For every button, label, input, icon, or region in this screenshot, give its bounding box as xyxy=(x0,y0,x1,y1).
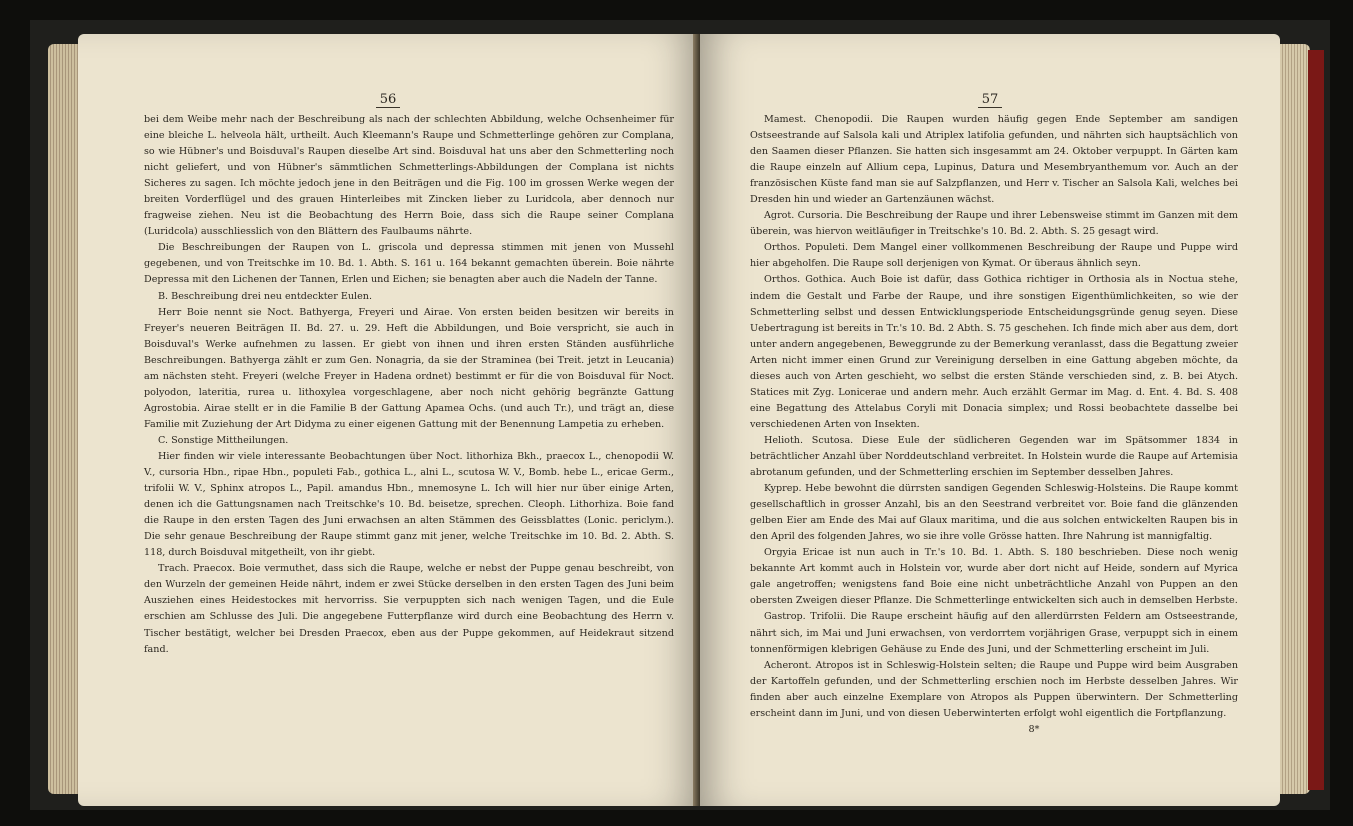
open-book xyxy=(30,20,1330,810)
paragraph: Acheront. Atropos ist in Schleswig-Holstein selten; die Raupe und Puppe wird beim Ausgraben der Kartoffeln gefunden, und der Schmetterling erschien noch im Herbste desselben Jahres. Wir finden aber auch einzelne Exemplare von Atropos als Puppen überwintern. Der Schmetterling erscheint dann im Juni, und von diesen Ueberwinterten erfolgt wohl eigentlich die Fortpflanzung. xyxy=(750,659,1238,719)
paragraph: bei dem Weibe mehr nach der Beschreibung als nach der schlechten Abbildung, welche Ochsenheimer für eine bleiche L. helveola hält, urtheilt. Auch Kleemann's Raupe und Schmetterlinge gehören zur Complana, so wie Hübner's und Boisduval's Raupen dieselbe Art sind. Boisduval hat uns aber den Schmetterling noch nicht geliefert, und von Hübner's sämmtlichen Schmetterlings-Abbildungen der Complana ist nichts Sicheres zu sagen. Ich möchte jedoch jene in den Beiträgen und die Fig. 100 im grossen Werke wegen der breiten Vorderflügel und des grauen Hinterleibes mit Zincken lieber zu Luridcola, aber dennoch nur fragweise ziehen. Neu ist die Beobachtung des Herrn Boie, dass sich die Raupe seiner Complana (Luridcola) ausschliesslich von den Blättern des Faulbaums nährte. xyxy=(144,114,674,238)
right-page-number: 57 xyxy=(700,92,1280,107)
paragraph: Orthos. Populeti. Dem Mangel einer vollkommenen Beschreibung der Raupe und Puppe wird hier abgeholfen. Die Raupe soll derjenigen von Kymat. Or überaus ähnlich seyn. xyxy=(750,242,1238,270)
paragraph: Mamest. Chenopodii. Die Raupen wurden häufig gegen Ende September am sandigen Ostseestrande auf Salsola kali und Atriplex latifolia gefunden, und nährten sich hauptsächlich von den Saamen dieser Pflanzen. Sie hatten sich insgesammt am 24. Oktober verpuppt. In Gärten kam die Raupe einzeln auf Allium cepa, Lupinus, Datura und Mesembryanthemum vor. Auch an der französischen Küste fand man sie auf Salzpflanzen, und Herr v. Tischer an Salsola Kali, welches bei Dresden hin und wieder an Gartenzäunen wächst. xyxy=(750,114,1238,206)
paragraph: Trach. Praecox. Boie vermuthet, dass sich die Raupe, welche er nebst der Puppe genau beschreibt, von den Wurzeln der gemeinen Heide nährt, indem er zwei Stücke derselben in den ersten Tagen des Juni beim Ausziehen eines Heidestockes mit hervorriss. Sie verpuppten sich nach wenigen Tagen, und die Eule erschien am Schlusse des Juli. Die angegebene Futterpflanze wird durch eine Beobachtung des Herrn v. Tischer bestätigt, welcher bei Dresden Praecox, eben aus der Puppe gekommen, auf Heidekraut sitzend fand. xyxy=(144,563,674,655)
paragraph: Gastrop. Trifolii. Die Raupe erscheint häufig auf den allerdürrsten Feldern am Ostseestrande, nährt sich, im Mai und Juni erwachsen, von verdorrtem vorjährigen Grase, verpuppt sich in einem tonnenförmigen klebrigen Gehäuse zu Ende des Juni, und der Schmetterling erscheint im Juli. xyxy=(750,611,1238,655)
paragraph: Die Beschreibungen der Raupen von L. griscola und depressa stimmen mit jenen von Mussehl gegebenen, und von Treitschke im 10. Bd. 1. Abth. S. 161 u. 164 bekannt gemachten überein. Boie nährte Depressa mit den Lichenen der Tannen, Erlen und Eichen; sie benagten aber auch die Nadeln der Tanne. xyxy=(144,242,674,286)
signature-mark: 8* xyxy=(1028,723,1040,735)
paragraph: Kyprep. Hebe bewohnt die dürrsten sandigen Gegenden Schleswig-Holsteins. Die Raupe kommt gesellschaftlich in grosser Anzahl, bis an den Seestrand verbreitet vor. Boie fand die glänzenden gelben Eier am Ende des Mai auf Glaux maritima, und die aus solchen entwickelten Raupen bis in den April des folgenden Jahres, wo sie ihre volle Grösse hatten. Ihre Nahrung ist mannigfaltig. xyxy=(750,483,1238,543)
left-page-text xyxy=(144,112,674,658)
right-page-text xyxy=(750,112,1238,738)
left-page xyxy=(78,34,698,806)
right-page-edges xyxy=(1276,44,1310,794)
book-cover-edge xyxy=(1308,50,1324,790)
paragraph: Hier finden wir viele interessante Beobachtungen über Noct. lithorhiza Bkh., praecox L., chenopodii W. V., cursoria Hbn., ripae Hbn., populeti Fab., gothica L., alni L., scutosa W. V., Bomb. hebe L., ericae Germ., trifolii W. V., Sphinx atropos L., Papil. amandus Hbn., mnemosyne L. Ich will hier nur über einige Arten, denen ich die Gattungsnamen nach Treitschke's 10. Bd. beisetze, sprechen. Cleoph. Lithorhiza. Boie fand die Raupe in den ersten Tagen des Juni erwachsen an alten Stämmen des Geissblattes (Lonic. periclym.). Die sehr genaue Beschreibung der Raupe stimmt ganz mit jener, welche Treitschke im 10. Bd. 2. Abth. S. 118, durch Boisduval mitgetheilt, von ihr giebt. xyxy=(144,450,674,559)
paragraph: Helioth. Scutosa. Diese Eule der südlicheren Gegenden war im Spätsommer 1834 in beträchtlicher Anzahl über Norddeutschland verbreitet. In Holstein wurde die Raupe auf Artemisia abrotanum gefunden, und der Schmetterling erschien im September desselben Jahres. xyxy=(750,434,1238,479)
section-heading: C. Sonstige Mittheilungen. xyxy=(158,434,289,446)
section-heading: B. Beschreibung drei neu entdeckter Eulen. xyxy=(158,290,373,302)
left-page-number: 56 xyxy=(78,92,698,107)
paragraph: Orthos. Gothica. Auch Boie ist dafür, dass Gothica richtiger in Orthosia als in Noctua stehe, indem die Gestalt und Farbe der Raupe, und ihre sonstigen Eigenthümlichkeiten, so wie der Schmetterling selbst und dessen Entwicklungsperiode Entscheidungsgründe genug seyen. Diese Uebertragung ist bereits in Tr.'s 10. Bd. 2 Abth. S. 75 geschehen. Ich finde mich aber aus dem, dort unter andern angegebenen, Beweggrunde zu der Bemerkung veranlasst, dass die Begattung zweier Arten nicht immer einen Grund zur Vereinigung derselben in eine Gattung abgeben möchte, da dieses auch von Arten geschieht, wo selbst die ersten Stände verschieden sind, z. B. bei Atych. Statices mit Zyg. Lonicerae und andern mehr. Auch erzählt Germar im Mag. d. Ent. 4. Bd. S. 408 eine Begattung des Attelabus Coryli mit Donacia simplex; und Rossi beobachtete dasselbe bei verschiedenen Arten von Insekten. xyxy=(750,274,1238,430)
paragraph: Orgyia Ericae ist nun auch in Tr.'s 10. Bd. 1. Abth. S. 180 beschrieben. Diese noch wenig bekannte Art kommt auch in Holstein vor, wurde aber dort nicht auf Heide, sondern auf Myrica gale angetroffen; wenigstens fand Boie eine nicht unbeträchtliche Anzahl von Puppen an den obersten Zweigen dieser Pflanze. Die Schmetterlinge entwickelten sich auch in demselben Herbste. xyxy=(750,547,1238,607)
paragraph: Herr Boie nennt sie Noct. Bathyerga, Freyeri und Airae. Von ersten beiden besitzen wir bereits in Freyer's neueren Beiträgen II. Bd. 27. u. 29. Heft die Abbildungen, und Boie verspricht, sie auch in Boisduval's Werke aufnehmen zu lassen. Er giebt von ihnen und ihren ersten Ständen ausführliche Beschreibungen. Bathyerga zählt er zum Gen. Nonagria, da sie der Straminea (bei Treit. jetzt in Leucania) am nächsten steht. Freyeri (welche Freyer in Hadena ordnet) bestimmt er für die von Boisduval für Noct. polyodon, lateritia, rurea u. lithoxylea vorgeschlagene, aber noch nicht gehörig begränzte Gattung Agrostobia. Airae stellt er in die Familie B der Gattung Apamea Ochs. (und auch Tr.), und trägt an, diese Familie mit Zuziehung der Art Didyma zu einer eigenen Gattung mit der Benennung Lampetia zu erheben. xyxy=(144,306,674,430)
right-page xyxy=(700,34,1280,806)
left-page-edges xyxy=(48,44,82,794)
paragraph: Agrot. Cursoria. Die Beschreibung der Raupe und ihrer Lebensweise stimmt im Ganzen mit dem überein, was hiervon weitläufiger in Treitschke's 10. Bd. 2. Abth. S. 25 gesagt wird. xyxy=(750,210,1238,238)
